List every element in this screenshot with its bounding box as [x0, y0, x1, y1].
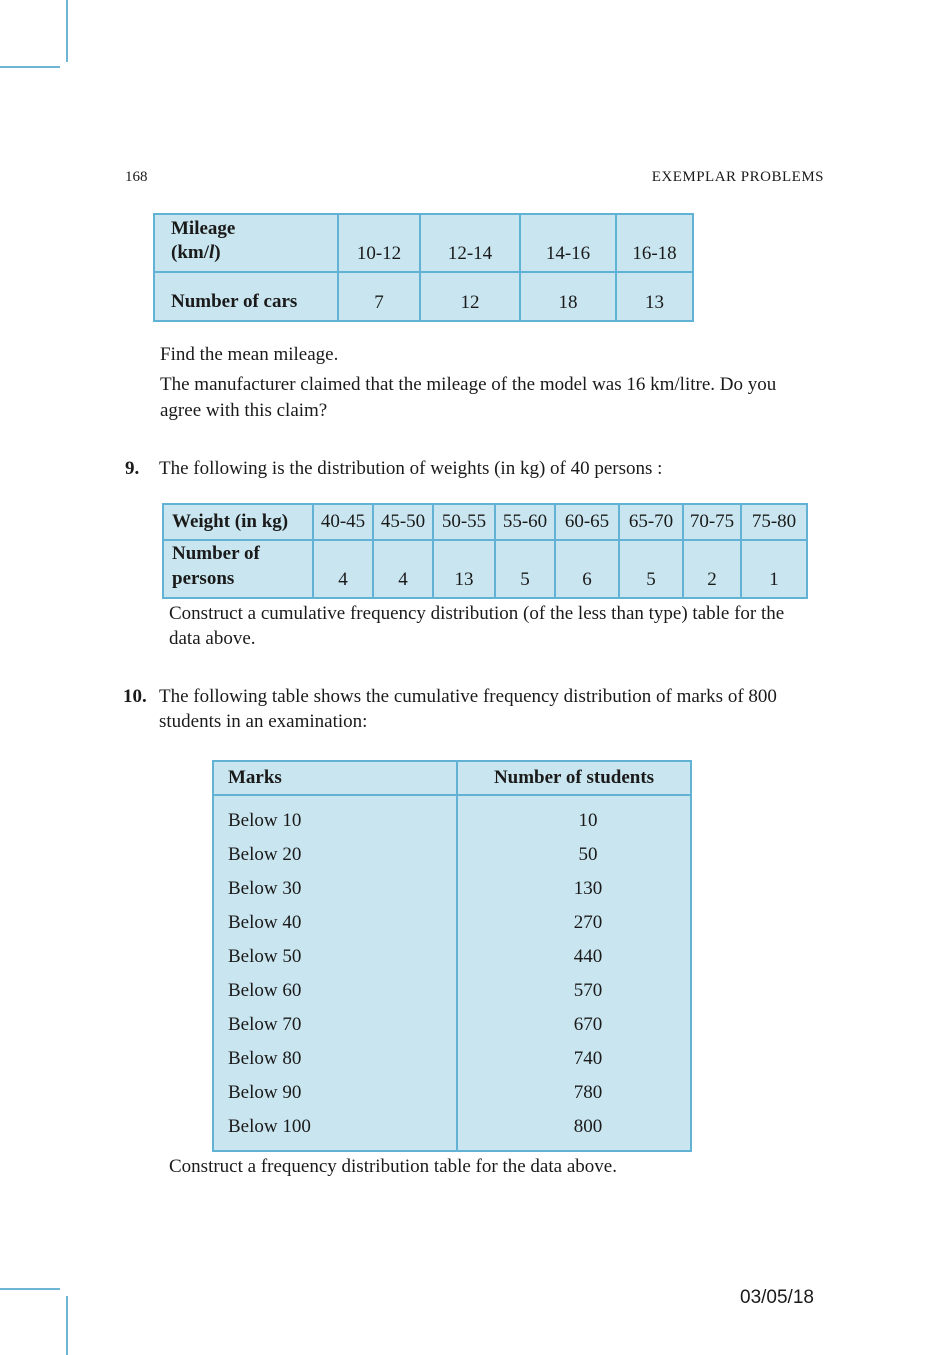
- table-row: [213, 906, 691, 940]
- table-cell: 780: [457, 1076, 691, 1110]
- header-label-line2: (km/l): [171, 242, 221, 263]
- table-cell: Below 10: [213, 795, 457, 838]
- table-row: [213, 1042, 691, 1076]
- table-cell: 5: [619, 540, 683, 598]
- table-cell: Below 40: [213, 906, 457, 940]
- table-cell: 740: [457, 1042, 691, 1076]
- q10-text-line2: students in an examination:: [159, 711, 368, 732]
- header-label-line1: Mileage: [171, 218, 236, 239]
- crop-mark-bottom-horizontal: [0, 1288, 60, 1290]
- table-cell: 70-75: [683, 504, 741, 540]
- row-label: Number of cars: [154, 272, 338, 321]
- running-title: EXEMPLAR PROBLEMS: [651, 169, 824, 185]
- table-cell: Below 60: [213, 974, 457, 1008]
- q9-text: The following is the distribution of weights (in kg) of 40 persons :: [159, 458, 663, 479]
- table-cell: 570: [457, 974, 691, 1008]
- table-row: [213, 795, 691, 838]
- table-cell: 670: [457, 1008, 691, 1042]
- crop-mark-top-horizontal: [0, 66, 60, 68]
- row-label-line1: Number of: [172, 543, 260, 564]
- table-cell: 4: [373, 540, 433, 598]
- table-row: [213, 872, 691, 906]
- table-cell: 75-80: [741, 504, 807, 540]
- table-header-cell: [154, 214, 338, 272]
- table-cell: 60-65: [555, 504, 619, 540]
- table-cell: Below 90: [213, 1076, 457, 1110]
- table-cell: 16-18: [616, 214, 693, 272]
- q10-text-line1: The following table shows the cumulative frequency distribution of marks of 800: [159, 686, 777, 707]
- question-number: 10.: [123, 686, 147, 707]
- q8-line3: agree with this claim?: [160, 400, 328, 421]
- table-cell: 50: [457, 838, 691, 872]
- table-cell: 45-50: [373, 504, 433, 540]
- table-row: [163, 504, 807, 540]
- q8-line1: Find the mean mileage.: [160, 344, 339, 365]
- table-cell: 18: [520, 272, 616, 321]
- q9-after-line1: Construct a cumulative frequency distribution (of the less than type) table for the: [169, 603, 785, 624]
- table-cell: 50-55: [433, 504, 495, 540]
- column-header-students: Number of students: [457, 761, 691, 795]
- table-cell: 10-12: [338, 214, 420, 272]
- table-header-cell: Weight (in kg): [163, 504, 313, 540]
- table-cell: Below 80: [213, 1042, 457, 1076]
- mileage-table: [153, 213, 694, 322]
- table-cell: 13: [616, 272, 693, 321]
- table-cell: 55-60: [495, 504, 555, 540]
- table-row: [213, 974, 691, 1008]
- table-row: [154, 272, 693, 321]
- q8-line2: The manufacturer claimed that the mileage of the model was 16 km/litre. Do you: [160, 374, 777, 395]
- marks-table: [212, 760, 692, 1152]
- table-cell: 6: [555, 540, 619, 598]
- table-cell: Below 20: [213, 838, 457, 872]
- table-cell: 130: [457, 872, 691, 906]
- footer-date: 03/05/18: [740, 1287, 814, 1308]
- table-cell: 2: [683, 540, 741, 598]
- table-cell: 12-14: [420, 214, 520, 272]
- column-header-marks: Marks: [213, 761, 457, 795]
- row-label-line2: persons: [172, 568, 235, 589]
- table-header-row: [213, 761, 691, 795]
- table-cell: 14-16: [520, 214, 616, 272]
- table-cell: Below 50: [213, 940, 457, 974]
- table-cell: Below 30: [213, 872, 457, 906]
- table-row: [213, 1076, 691, 1110]
- crop-mark-top-vertical: [66, 0, 68, 62]
- table-cell: 65-70: [619, 504, 683, 540]
- table-row: [213, 940, 691, 974]
- table-cell: 7: [338, 272, 420, 321]
- row-label: [163, 540, 313, 598]
- crop-mark-bottom-vertical: [66, 1296, 68, 1355]
- table-cell: 10: [457, 795, 691, 838]
- table-cell: 12: [420, 272, 520, 321]
- table-row: [213, 1008, 691, 1042]
- table-row: [163, 540, 807, 598]
- table-cell: 800: [457, 1110, 691, 1151]
- table-cell: 440: [457, 940, 691, 974]
- table-cell: 270: [457, 906, 691, 940]
- question-number: 9.: [125, 458, 140, 479]
- table-cell: 4: [313, 540, 373, 598]
- table-row: [154, 214, 693, 272]
- q9-after-line2: data above.: [169, 628, 256, 649]
- weights-table: [162, 503, 808, 599]
- table-cell: Below 70: [213, 1008, 457, 1042]
- table-cell: Below 100: [213, 1110, 457, 1151]
- page-number: 168: [125, 169, 148, 185]
- table-cell: 1: [741, 540, 807, 598]
- table-row: [213, 1110, 691, 1151]
- q10-after-text: Construct a frequency distribution table for the data above.: [169, 1156, 617, 1177]
- table-row: [213, 838, 691, 872]
- table-cell: 40-45: [313, 504, 373, 540]
- table-cell: 13: [433, 540, 495, 598]
- table-cell: 5: [495, 540, 555, 598]
